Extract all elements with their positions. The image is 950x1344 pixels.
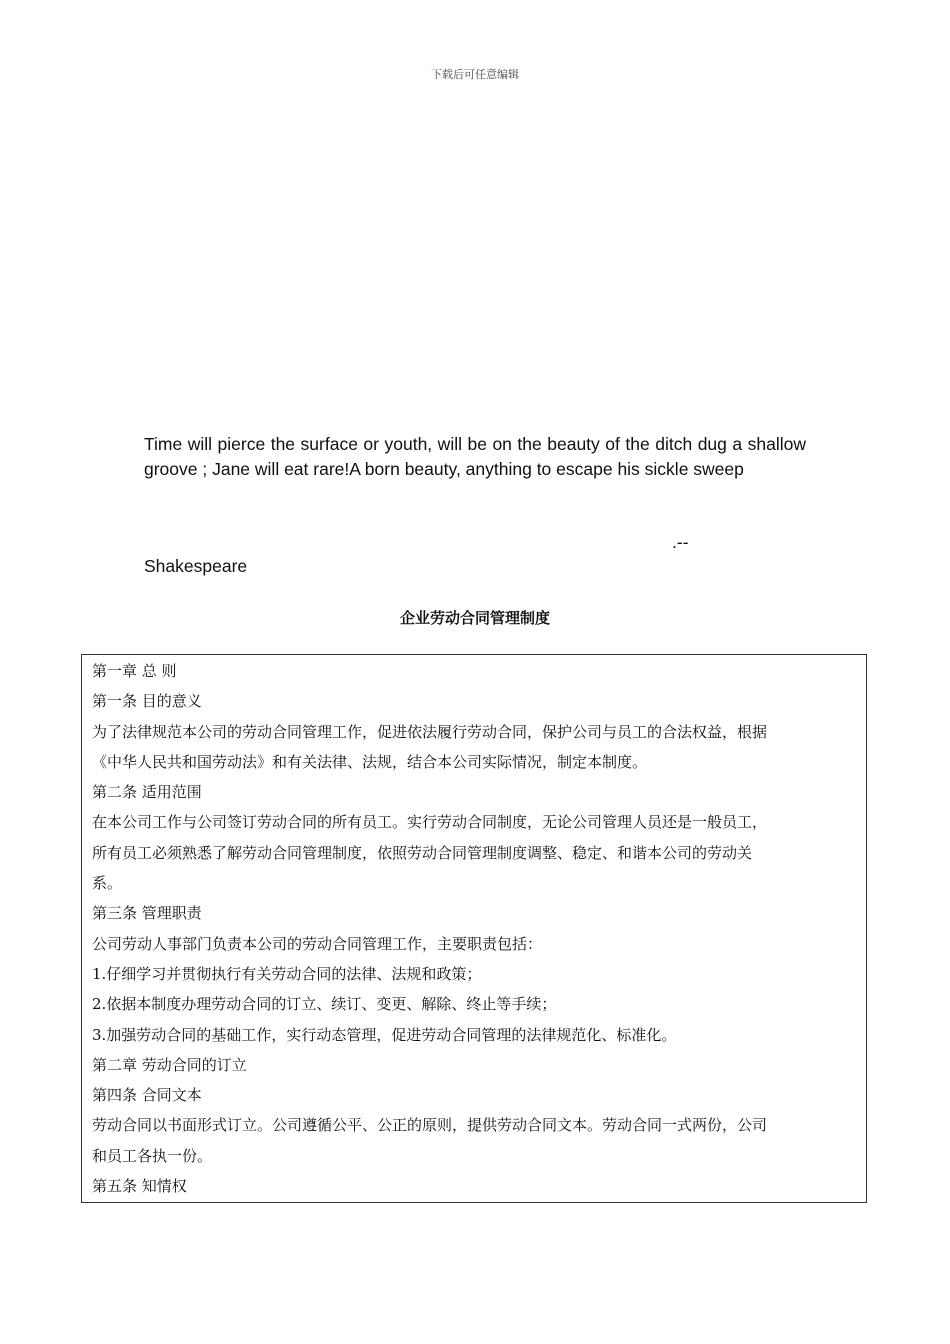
- article-3-item-1: 1.仔细学习并贯彻执行有关劳动合同的法律、法规和政策；: [92, 964, 482, 983]
- chapter-2-heading: 第二章 劳动合同的订立: [92, 1055, 247, 1074]
- document-title: 企业劳动合同管理制度: [399, 609, 550, 627]
- chapter-1-heading: 第一章 总 则: [92, 662, 177, 680]
- article-2-heading: 第二条 适用范围: [92, 783, 202, 802]
- quote-dash: .--: [672, 532, 689, 552]
- article-2-text-line-1: 在本公司工作与公司签订劳动合同的所有员工。实行劳动合同制度，无论公司管理人员还是一般员工，: [92, 813, 768, 832]
- article-5-heading: 第五条 知情权: [92, 1177, 187, 1196]
- article-2-text-line-2: 所有员工必须熟悉了解劳动合同管理制度，依照劳动合同管理制度调整、稳定、和谐本公司的劳动关: [92, 843, 753, 862]
- article-4-text-line-1: 劳动合同以书面形式订立。公司遵循公平、公正的原则，提供劳动合同文本。劳动合同一式两份，公司: [92, 1116, 768, 1135]
- article-3-text: 公司劳动人事部门负责本公司的劳动合同管理工作，主要职责包括：: [92, 934, 543, 953]
- regulation-text-box: [81, 654, 867, 1203]
- article-1-text-line-1: 为了法律规范本公司的劳动合同管理工作，促进依法履行劳动合同，保护公司与员工的合法权益，根据: [92, 722, 768, 741]
- article-3-heading: 第三条 管理职责: [92, 904, 202, 923]
- article-4-heading: 第四条 合同文本: [92, 1086, 202, 1105]
- quote-author: Shakespeare: [144, 556, 248, 576]
- page-header-note: 下载后可任意编辑: [431, 68, 519, 81]
- article-3-item-3: 3.加强劳动合同的基础工作，实行动态管理，促进劳动合同管理的法律规范化、标准化。: [92, 1025, 677, 1044]
- article-3-item-2: 2.依据本制度办理劳动合同的订立、续订、变更、解除、终止等手续；: [92, 995, 557, 1014]
- article-1-text-line-2: 《中华人民共和国劳动法》和有关法律、法规，结合本公司实际情况，制定本制度。: [92, 752, 648, 771]
- article-4-text-line-2: 和员工各执一份。: [92, 1146, 213, 1165]
- article-2-text-line-3: 系。: [92, 874, 123, 893]
- quote-text: Time will pierce the surface or youth, will be on the beauty of the ditch dug a shallow groove ; Jane will eat rare!A born beauty, anything to escape his sickle sweep: [144, 434, 806, 479]
- article-1-heading: 第一条 目的意义: [92, 692, 202, 711]
